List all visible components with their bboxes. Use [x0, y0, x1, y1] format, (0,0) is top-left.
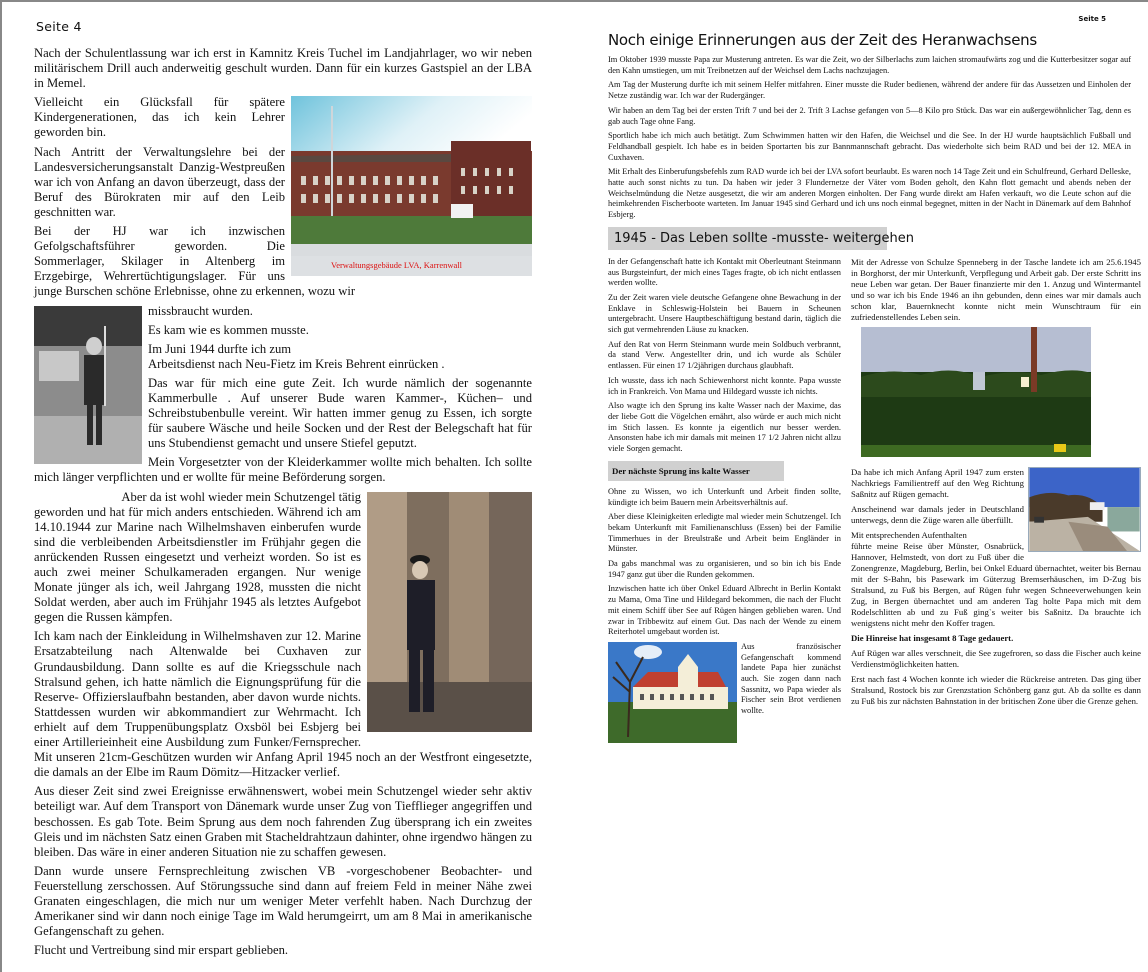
right-column-2b [851, 467, 1141, 711]
right-column-2 [851, 257, 1141, 711]
coast-image [1029, 468, 1140, 551]
page-title: Noch einige Erinnerungen aus der Zeit des Heranwachsens [608, 31, 1037, 49]
paragraph: Aus dieser Zeit sind zwei Ereignisse erwähnenswert, wobei mein Schutzengel wieder sehr aktiv beteiligt war. Auf dem Transport von Dänemark wurde unser Zug von Tiefflieger angegriffen und beschossen. Es gab Tote. Beim Sprung aus dem noch fahrenden Zug übersprang ich ein zweites Gleis und im nächsten Satz einen Graben mit Stacheldrahtzaun dahinter, ohne irgendwo hängen zu bleiben. Das wäre in einer anderen Situation nie zu schaffen gewesen. [34, 784, 532, 859]
photo-borghorst-landscape [861, 327, 1091, 457]
photo-sailor [367, 492, 532, 732]
paragraph: Zu der Zeit waren viele deutsche Gefangene ohne Bewachung in der Enklave in Schleswig-Holstein bei Bauern in Scheunen untergebracht. Unsere Hauptbeschäftigung bestand darin, täglich die sich gut vermehrenden Läuse zu knacken. [608, 292, 841, 335]
manor-block [608, 642, 841, 743]
bold-statement: Die Hinreise hat insgesamt 8 Tage gedauert. [851, 632, 1014, 643]
photo-sassnitz-coast [1028, 467, 1141, 552]
manor-image [608, 642, 737, 743]
paragraph: Da habe ich mich Anfang April 1947 zum ersten Nachkriegs Familientreff auf den Weg Richtung Saßnitz auf Rügen gemacht. [851, 466, 1024, 499]
paragraph: Auf den Rat von Herrn Steinmann wurde mein Soldbuch verbrannt, da stand Verw. Angestellter drin, und ich wurde als Schüler entlassen. Für einen 17 1/2jährigen durchaus glaubhaft. [608, 339, 841, 371]
paragraph: führte meine Reise über Münster, Osnabrück, Hannover, Helmstedt, von dort zu Fuß über die Zonengrenze, Magdeburg, Berlin, bei Onkel Eduard übernachtet, weiter bis Bernau mit der S-Bahn, bis Pasewark im Güterzug Bremserhäuschen, im D-Zug bis Stralsund, zu Fuß bis Bergen, auf Rügen fuhr wegen Schneeverwehungen kein Zug, in Bergen übernachtet und am anderen Tag holte Papa mich mit dem Rodelschlitten ab und zu Fuß ging`s weiter bis Saßnitz. Da brauchte ich wenigstens nicht mehr den Koffer tragen. [851, 540, 1141, 628]
paragraph: Ich wusste, dass ich nach Schiewenhorst nicht konnte. Papa wusste ich in Frankreich. Von Mama und Hildegard wusste ich nichts. [608, 375, 841, 396]
landscape-image [861, 327, 1091, 457]
right-column-1 [608, 257, 841, 743]
column-1-text [608, 257, 841, 455]
paragraph: Aber da ist wohl wieder mein Schutzengel tätig [121, 489, 361, 504]
paragraph: Wir haben an dem Tag bei der ersten Trift 7 und bei der 2. Trift 3 Lachse gefangen von 5—8 Kilo pro Stück. Das war ein außergewöhnlicher Tag, denn es gab auch Tage ohne Fang. [608, 105, 1131, 126]
paragraph: Vielleicht ein Glücksfall für spätere Kindergenerationen, das ich kein Lehrer geworden bin. [34, 95, 285, 140]
paragraph: Dann wurde unsere Fernsprechleitung zwischen VB -vorgeschobener Beobachter- und Feuerstellung zerschossen. Auf Störungssuche sind dann auf freiem Feld in meiner Nähe zwei Granaten eingeschlagen, die mich nur um weniger Meter verfehlt haben. Nach Durchzug der Amerikaner sind wir dann noch einige Tage im Wald herumgeirrt, um am 8 Mai in amerikanische Gefangenschaft zu gehen. [34, 863, 532, 939]
paragraph: Mein Vorgesetzter von der Kleiderkammer wollte mich behalten. Ich sollte mich länger verpflichten und er wollte für meine Beförderung sorgen. [34, 455, 532, 485]
photo-reiterhotel-tribbewitz [608, 642, 737, 743]
paragraph: Mit entsprechenden Aufenthalten [851, 529, 967, 540]
paragraph: Anscheinend war damals jeder in Deutschland unterwegs, denn die Züge waren alle überfüllt. [851, 503, 1024, 525]
paragraph: geworden und hat für mich anders entschieden. Während ich am 14.10.1944 zur Marine nach Wilhelmshaven einberufen wurde sind die verbleibenden Arbeitsdienstler im Frühjahr gegen die anrückenden Russen eingesetzt und verheizt worden. So ist es auch zwei meiner Schulkameraden ergangen. Nur wenige Monate jünger als ich, weil Jahrgang 1928, mussten die nicht Soldat werden, aber auch im Frühjahr 1945 als letztes Aufgebot gegen die Russen kämpfen. [34, 504, 361, 625]
paragraph: Erst nach fast 4 Wochen konnte ich wieder die Rückreise antreten. Das ging über Stralsund, Rostock bis zur Grenzstation Schönberg ganz gut. Ab da sollte es dann zu Fuß bis zur nächsten Bahnstation in der britischen Zone über die Grenze gehen. [851, 673, 1141, 706]
paragraph: Im Oktober 1939 musste Papa zur Musterung antreten. Es war die Zeit, wo der Silberlachs zum laichen stromaufwärts zog und die Kutterbesitzer sogar auf den Kahn umstiegen, um mit Treibnetzen auf der Weichsel dem Lachs nachzujagen. [608, 55, 1131, 75]
paragraph: Mit der Adresse von Schulze Spenneberg in der Tasche landete ich am 25.6.1945 in Borghorst, der mir Unterkunft, Verpflegung und Arbeit gab. Der erste Schritt ins neue Leben war getan. Der Bauer finanzierte mir den 1. Anzug und Wintermantel und so war ich bis Ende 1946 an ihn gebunden, denn eines war mir damals auch schon klar, Bauernknecht konnte nicht mein Wunschtraum für ein zufriedenstellendes Leben sein. [851, 256, 1141, 322]
page-number-left: Seite 4 [36, 19, 82, 34]
paragraph: Auf Rügen war alles verschneit, die See zugefroren, so dass die Fischer auch keine Verdienstmöglichkeiten hatten. [851, 647, 1141, 669]
right-intro-text [608, 55, 1131, 221]
paragraph: Ohne zu Wissen, wo ich Unterkunft und Arbeit finden sollte, kündigte ich beim Bauern mein Arbeitsverhältnis auf. [608, 486, 841, 507]
paragraph: Am Tag der Musterung durfte ich mit seinem Helfer mitfahren. Einer musste die Ruder bedienen, während der andere für das Aussetzen und Einholen der Netze zuständig war. Ich war der Rudergänger. [608, 80, 1131, 101]
intro-paragraph: Nach der Schulentlassung war ich erst in Kamnitz Kreis Tuchel im Landjahrlager, wo wir neben militärischem Drill auch anderweitig geschult wurden. Dann für ein kurzes Gastspiel an der LBA in Memel. [34, 46, 532, 91]
paragraph: Inzwischen hatte ich über Onkel Eduard Albrecht in Berlin Kontakt zu Mama, Oma Tine und Hildegard bekommen, die nach der Flucht mit einem Schiff über See auf Rügen hängen geblieben waren. Und zwar in Tribbewitz auf einem Gut. Das nach der Wende zu einem Reiterhotel umgebaut worden ist. [608, 584, 841, 637]
photo-lva-building [291, 96, 532, 276]
paragraph: Flucht und Vertreibung sind mir erspart geblieben. [34, 943, 289, 958]
soldier-image [34, 306, 142, 464]
paragraph: Es kam wie es kommen musste. [148, 322, 309, 337]
sailor-image [367, 492, 532, 732]
right-column-1b [608, 487, 841, 638]
paragraph: Bei der HJ war ich inzwischen Gefolgschaftsführer geworden. Die Sommerlager, Skilager in Altenberg im Erzgebirge, Wehrertüchtigungslager. Für uns junge Burschen schöne Erlebnisse, ohne zu erkennen, wozu wir [34, 224, 356, 299]
building-image [291, 96, 532, 256]
photo-caption: Verwaltungsgebäude LVA, Karrenwall [291, 256, 532, 276]
paragraph: Arbeitsdienst nach Neu-Fietz im Kreis Behrent einrücken . [148, 356, 445, 371]
paragraph: Nach Antritt der Verwaltungslehre bei der Landesversicherungsanstalt Danzig-Westpreußen war ich von Anfang an davon überzeugt, dass der Beruf des Bürokraten mir auf den Leib geschnitten war. [34, 144, 285, 219]
paragraph: Da gabs manchmal was zu organisieren, und so bin ich bis Ende 1947 ganz gut über die Runden gekommen. [608, 559, 841, 579]
right-page [574, 0, 1148, 753]
column-2-text [851, 257, 1141, 323]
photo-soldier-rad [34, 306, 142, 464]
page-number-right: Seite 5 [1078, 15, 1106, 23]
paragraph: Ich kam nach der Einkleidung in Wilhelmshaven zur 12. Marine Ersatzabteilung nach Altenwalde bei Cuxhaven zur Grundausbildung. Dann sollte es auf die Kriegsschule nach Stralsund gehen, ich hatte nämlich die Eignungsprüfung für die Reserve- Offizierslaufbahn bestanden, aber davon wurde nichts. Stattdessen wurden wir abkommandiert zur Wehrmacht. Ich erhielt auf dem Truppenübungsplatz Oxsböl bei Esbjerg bei einer Artillerieinheit eine Ausbildung zum Funker/Fernsprecher. Mit unseren 21cm-Geschützen wurden wir Anfang April 1945 noch an der Westfront eingesetzte, die damals an der Elbe im Raum Dömitz—Hitzacker verlief. [34, 629, 532, 780]
manor-photo-text [741, 642, 841, 721]
left-page-text [34, 46, 532, 962]
paragraph: Sportlich habe ich mich auch betätigt. Zum Schwimmen hatten wir den Hafen, die Weichsel und die See. In der HJ wurde hauptsächlich Fußball und Feldhandball gespielt. Ich habe es in beiden Sportarten bis zur Bannmannschaft gebracht. Das wiederholte sich beim RAD und bei der 12. MEA in Cuxhaven. [608, 131, 1131, 162]
subheading-next-jump: Der nächste Sprung ins kalte Wasser [608, 461, 784, 481]
paragraph: Aus französischer Gefangenschaft kommend landete Papa hier zunächst auch. Sie zogen dann nach Sassnitz, wo Papa wieder als Fischer sein Brot verdienen wollte. [741, 641, 841, 716]
paragraph: In der Gefangenschaft hatte ich Kontakt mit Oberleutnant Steinmann aus Burgsteinfurt, der mich eines Tages fragte, ob ich nicht entlassen werden wollte. [608, 256, 841, 288]
two-column-section [608, 256, 1141, 743]
paragraph: missbraucht wurden. [148, 303, 253, 318]
paragraph: Also wagte ich den Sprung ins kalte Wasser nach der Maxime, das der liebe Gott die Vögelchen ernährt, also würde er auch mich nicht im Stich lassen. Es konnte ja eigentlich nur besser werden. Ansonsten habe ich mir damals mit meinen 17 1/2 Jahren nicht allzu viele Sorgen gemacht. [608, 401, 841, 454]
paragraph: Im Juni 1944 durfte ich zum [148, 341, 292, 356]
paragraph: Das war für mich eine gute Zeit. Ich wurde nämlich der sogenannte Kammerbulle . Auf unserer Bude waren Kammer-, Küchen– und Schreibstubenbulle vereint. Wir hatten immer genug zu Essen, ich sorgte für saubere Wäsche und heile Socken und der Rest der Belegschaft hat für uns Stubendienst gemacht und unsere Stiefel geputzt. [148, 375, 532, 451]
section-heading-1945: 1945 - Das Leben sollte -musste- weitergehen [608, 227, 887, 250]
paragraph: Aber diese Kleinigkeiten erledigte mal wieder mein Schutzengel. Ich bekam Unterkunft mit Familienanschluss (Essen) bei der Familie Timmerhues in der Breulstraße und Arbeit beim Engländer in Münster. [608, 512, 841, 554]
paragraph: Mit Erhalt des Einberufungsbefehls zum RAD wurde ich bei der LVA sofort beurlaubt. Es waren noch 14 Tage Zeit und ein Schulfreund, Gerhard Delleske, hatte auch sonst nichts zu tun. Da haben wir jeder 3 Flundernetze der Väter vom Boden geholt, den Kahn flott gemacht und abends neben der Weichselmündung die Netze ausgesetzt, die wir am anderen Morgen einholten. Der Fang wurde direkt am Hafen verkauft, wo die Leute schon auf die heimkehrenden Fischerboote warteten. Im Januar 1945 sind Gerhard und ich uns noch einmal begegnet, mitten in der Nacht in Dänemark auf dem Bahnhof Esbjerg. [608, 167, 1131, 220]
